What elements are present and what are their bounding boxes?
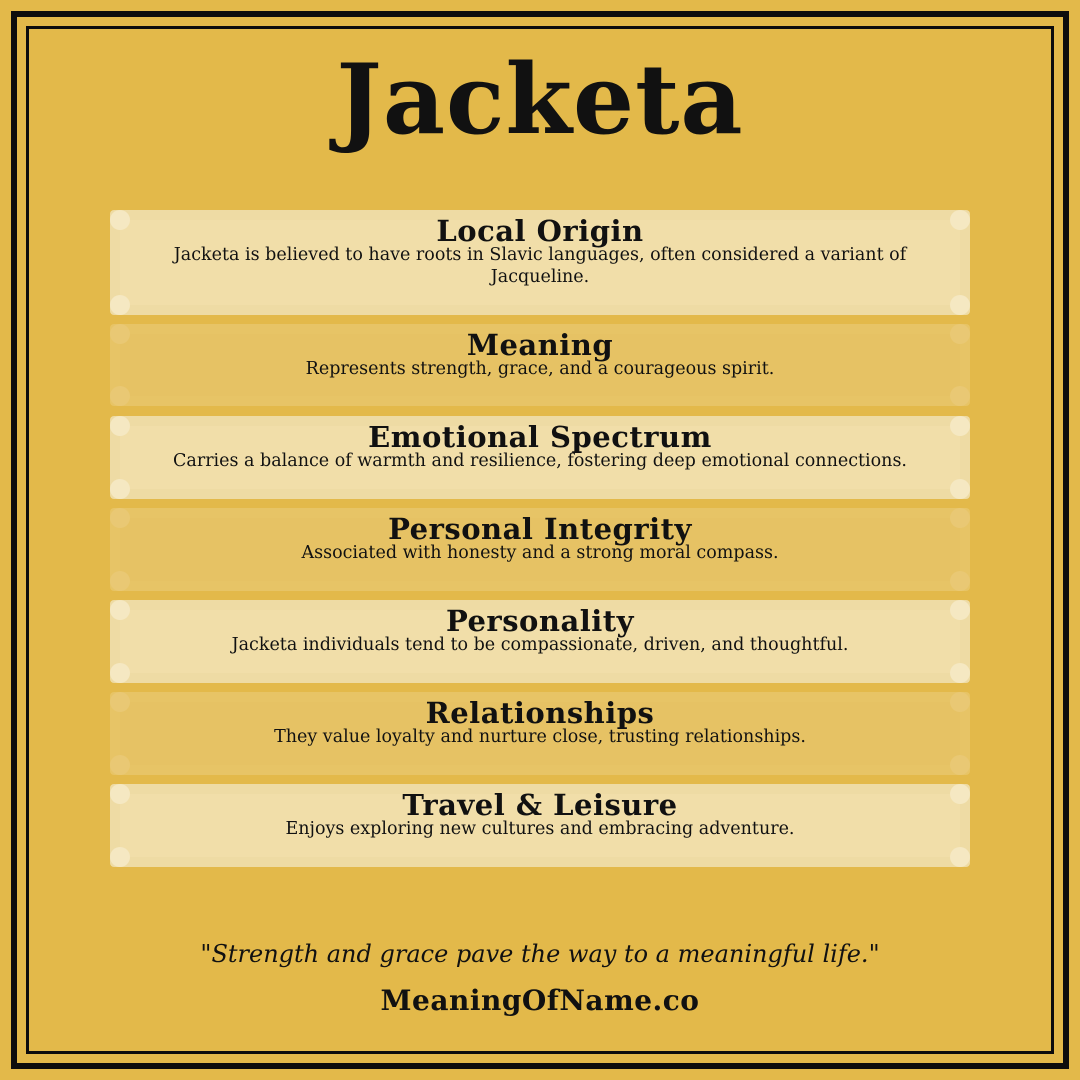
corner-dot [950,847,970,867]
section-card-emotional-spectrum [110,416,970,499]
corner-dot [110,571,130,591]
section-card-local-origin [110,210,970,315]
corner-dot [950,479,970,499]
section-title: Meaning [466,328,614,362]
section-title: Personality [445,604,635,638]
section-card-travel-leisure [110,784,970,867]
section-title: Personal Integrity [388,512,692,546]
section-card-personal-integrity [110,508,970,591]
section-title: Emotional Spectrum [368,420,712,454]
section-text: Jacketa individuals tend to be compassionate, driven, and thoughtful. [231,635,849,655]
quote [0,938,1080,970]
corner-dot [110,295,130,315]
corner-dot [110,755,130,775]
section-text: Represents strength, grace, and a courageous spirit. [305,359,775,379]
section-text: They value loyalty and nurture close, trusting relationships. [274,727,806,747]
section-card-personality [110,600,970,683]
corner-dot [110,847,130,867]
section-title: Relationships [425,696,655,730]
corner-dot [110,663,130,683]
site-name: MeaningOfName.co [380,984,700,1017]
quote-open-mark: " [200,940,212,968]
corner-dot [950,663,970,683]
corner-dot [110,386,130,406]
section-text: Jacketa is believed to have roots in Slavic languages, often considered a variant of Jacqueline. [173,245,907,287]
corner-dot [950,386,970,406]
section-card-relationships [110,692,970,775]
section-title: Local Origin [436,214,644,248]
quote-close-mark: " [868,940,880,968]
section-text: Carries a balance of warmth and resilience, fostering deep emotional connections. [173,451,907,471]
corner-dot [950,571,970,591]
quote-text: Strength and grace pave the way to a meaningful life. [211,940,869,968]
name-title: Jacketa [336,43,744,156]
corner-dot [950,295,970,315]
corner-dot [110,479,130,499]
corner-dot [950,755,970,775]
section-title: Travel & Leisure [402,788,678,822]
section-text: Associated with honesty and a strong moral compass. [301,543,779,563]
section-text: Enjoys exploring new cultures and embracing adventure. [285,819,795,839]
section-card-meaning [110,324,970,406]
